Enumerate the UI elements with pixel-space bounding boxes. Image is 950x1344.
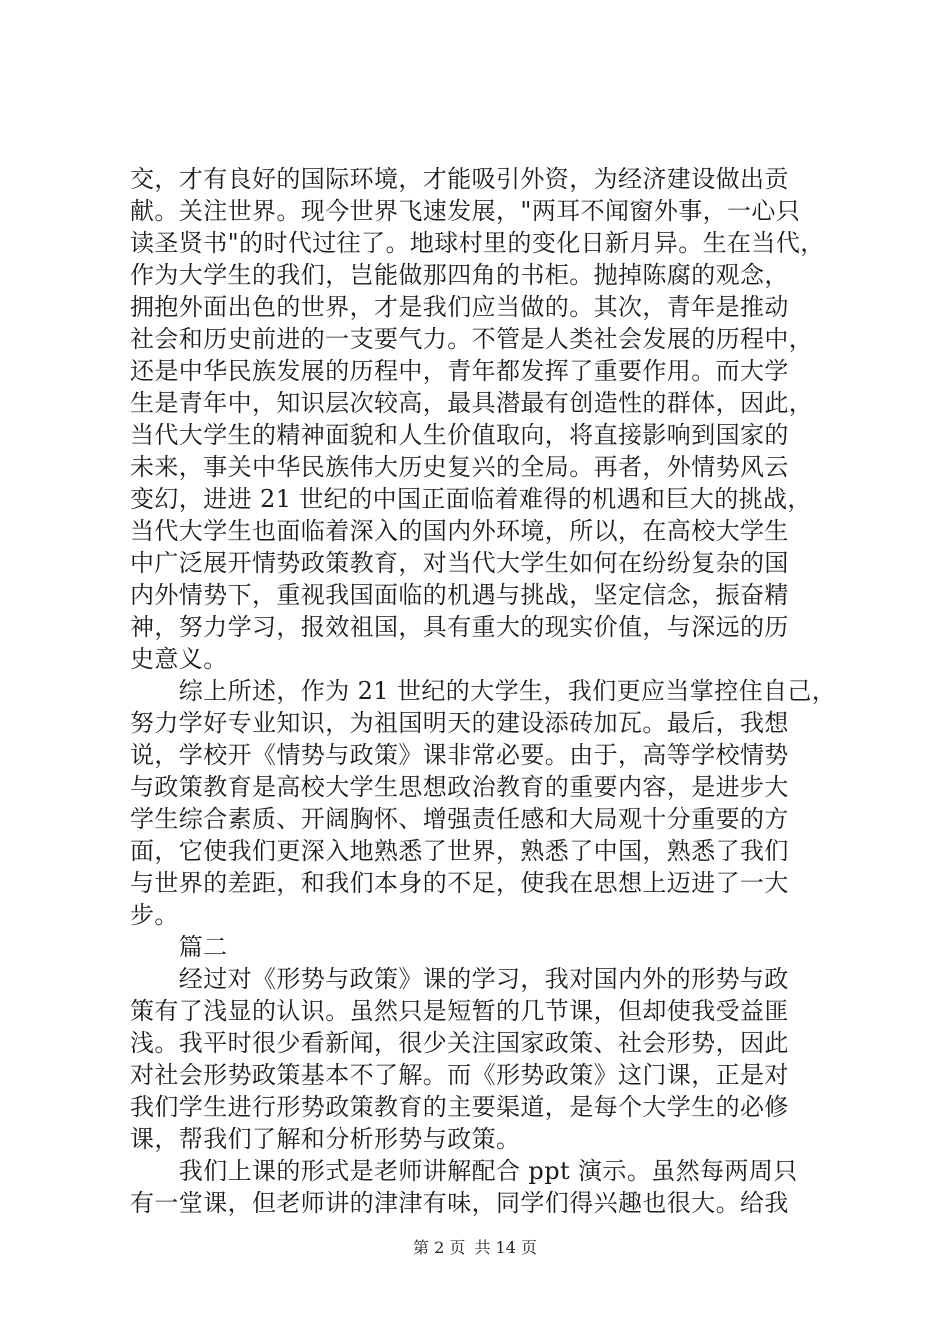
text-line: 生是青年中，知识层次较高，最具潜最有创造性的群体，因此， [130,389,814,417]
text-line: 交，才有良好的国际环境，才能吸引外资，为经济建设做出贡 [130,165,789,193]
text-line: 我们上课的形式是老师讲解配合 ppt 演示。虽然每两周只 [130,1157,798,1185]
text-line: 对社会形势政策基本不了解。而《形势政策》这门课，正是对 [130,1061,789,1089]
text-line: 努力学好专业知识，为祖国明天的建设添砖加瓦。最后，我想 [130,709,789,737]
text-line: 社会和历史前进的一支要气力。不管是人类社会发展的历程中， [130,325,814,353]
page-total: 共 14 页 [474,1238,537,1257]
text-line: 史意义。 [130,645,228,673]
text-line: 还是中华民族发展的历程中，青年都发挥了重要作用。而大学 [130,357,789,385]
text-line: 策有了浅显的认识。虽然只是短暂的几节课，但却使我受益匪 [130,997,789,1025]
text-line: 学生综合素质、开阔胸怀、增强责任感和大局观十分重要的方 [130,805,789,833]
page-footer [0,1238,950,1258]
page-number: 第 2 页 [413,1238,466,1257]
text-line: 读圣贤书"的时代过往了。地球村里的变化日新月异。生在当代， [130,229,825,257]
text-line: 拥抱外面出色的世界，才是我们应当做的。其次，青年是推动 [130,293,789,321]
body-text [130,163,850,1219]
text-line: 内外情势下，重视我国面临的机遇与挑战，坚定信念，振奋精 [130,581,789,609]
text-line: 步。 [130,901,179,929]
text-line: 变幻，进进 21 世纪的中国正面临着难得的机遇和巨大的挑战， [130,485,812,513]
text-line: 课，帮我们了解和分析形势与政策。 [130,1125,521,1153]
text-line: 有一堂课，但老师讲的津津有味，同学们得兴趣也很大。给我 [130,1189,789,1217]
text-line: 未来，事关中华民族伟大历史复兴的全局。再者，外情势风云 [130,453,789,481]
text-line: 我们学生进行形势政策教育的主要渠道，是每个大学生的必修 [130,1093,789,1121]
text-line: 与政策教育是高校大学生思想政治教育的重要内容，是进步大 [130,773,789,801]
text-line: 当代大学生的精神面貌和人生价值取向，将直接影响到国家的 [130,421,789,449]
text-line: 当代大学生也面临着深入的国内外环境，所以，在高校大学生 [130,517,789,545]
section-heading: 篇二 [130,933,228,961]
text-line: 神，努力学习，报效祖国，具有重大的现实价值，与深远的历 [130,613,789,641]
text-line: 综上所述，作为 21 世纪的大学生，我们更应当掌控住自己， [130,677,837,705]
text-line: 浅。我平时很少看新闻，很少关注国家政策、社会形势，因此 [130,1029,789,1057]
text-line: 说，学校开《情势与政策》课非常必要。由于，高等学校情势 [130,741,789,769]
text-line: 作为大学生的我们，岂能做那四角的书柜。抛掉陈腐的观念， [130,261,789,289]
text-line: 面，它使我们更深入地熟悉了世界，熟悉了中国，熟悉了我们 [130,837,789,865]
text-line: 中广泛展开情势政策教育，对当代大学生如何在纷纷复杂的国 [130,549,789,577]
text-line: 经过对《形势与政策》课的学习，我对国内外的形势与政 [130,965,789,993]
text-line: 献。关注世界。现今世界飞速发展，"两耳不闻窗外事，一心只 [130,197,801,225]
text-line: 与世界的差距，和我们本身的不足，使我在思想上迈进了一大 [130,869,789,897]
